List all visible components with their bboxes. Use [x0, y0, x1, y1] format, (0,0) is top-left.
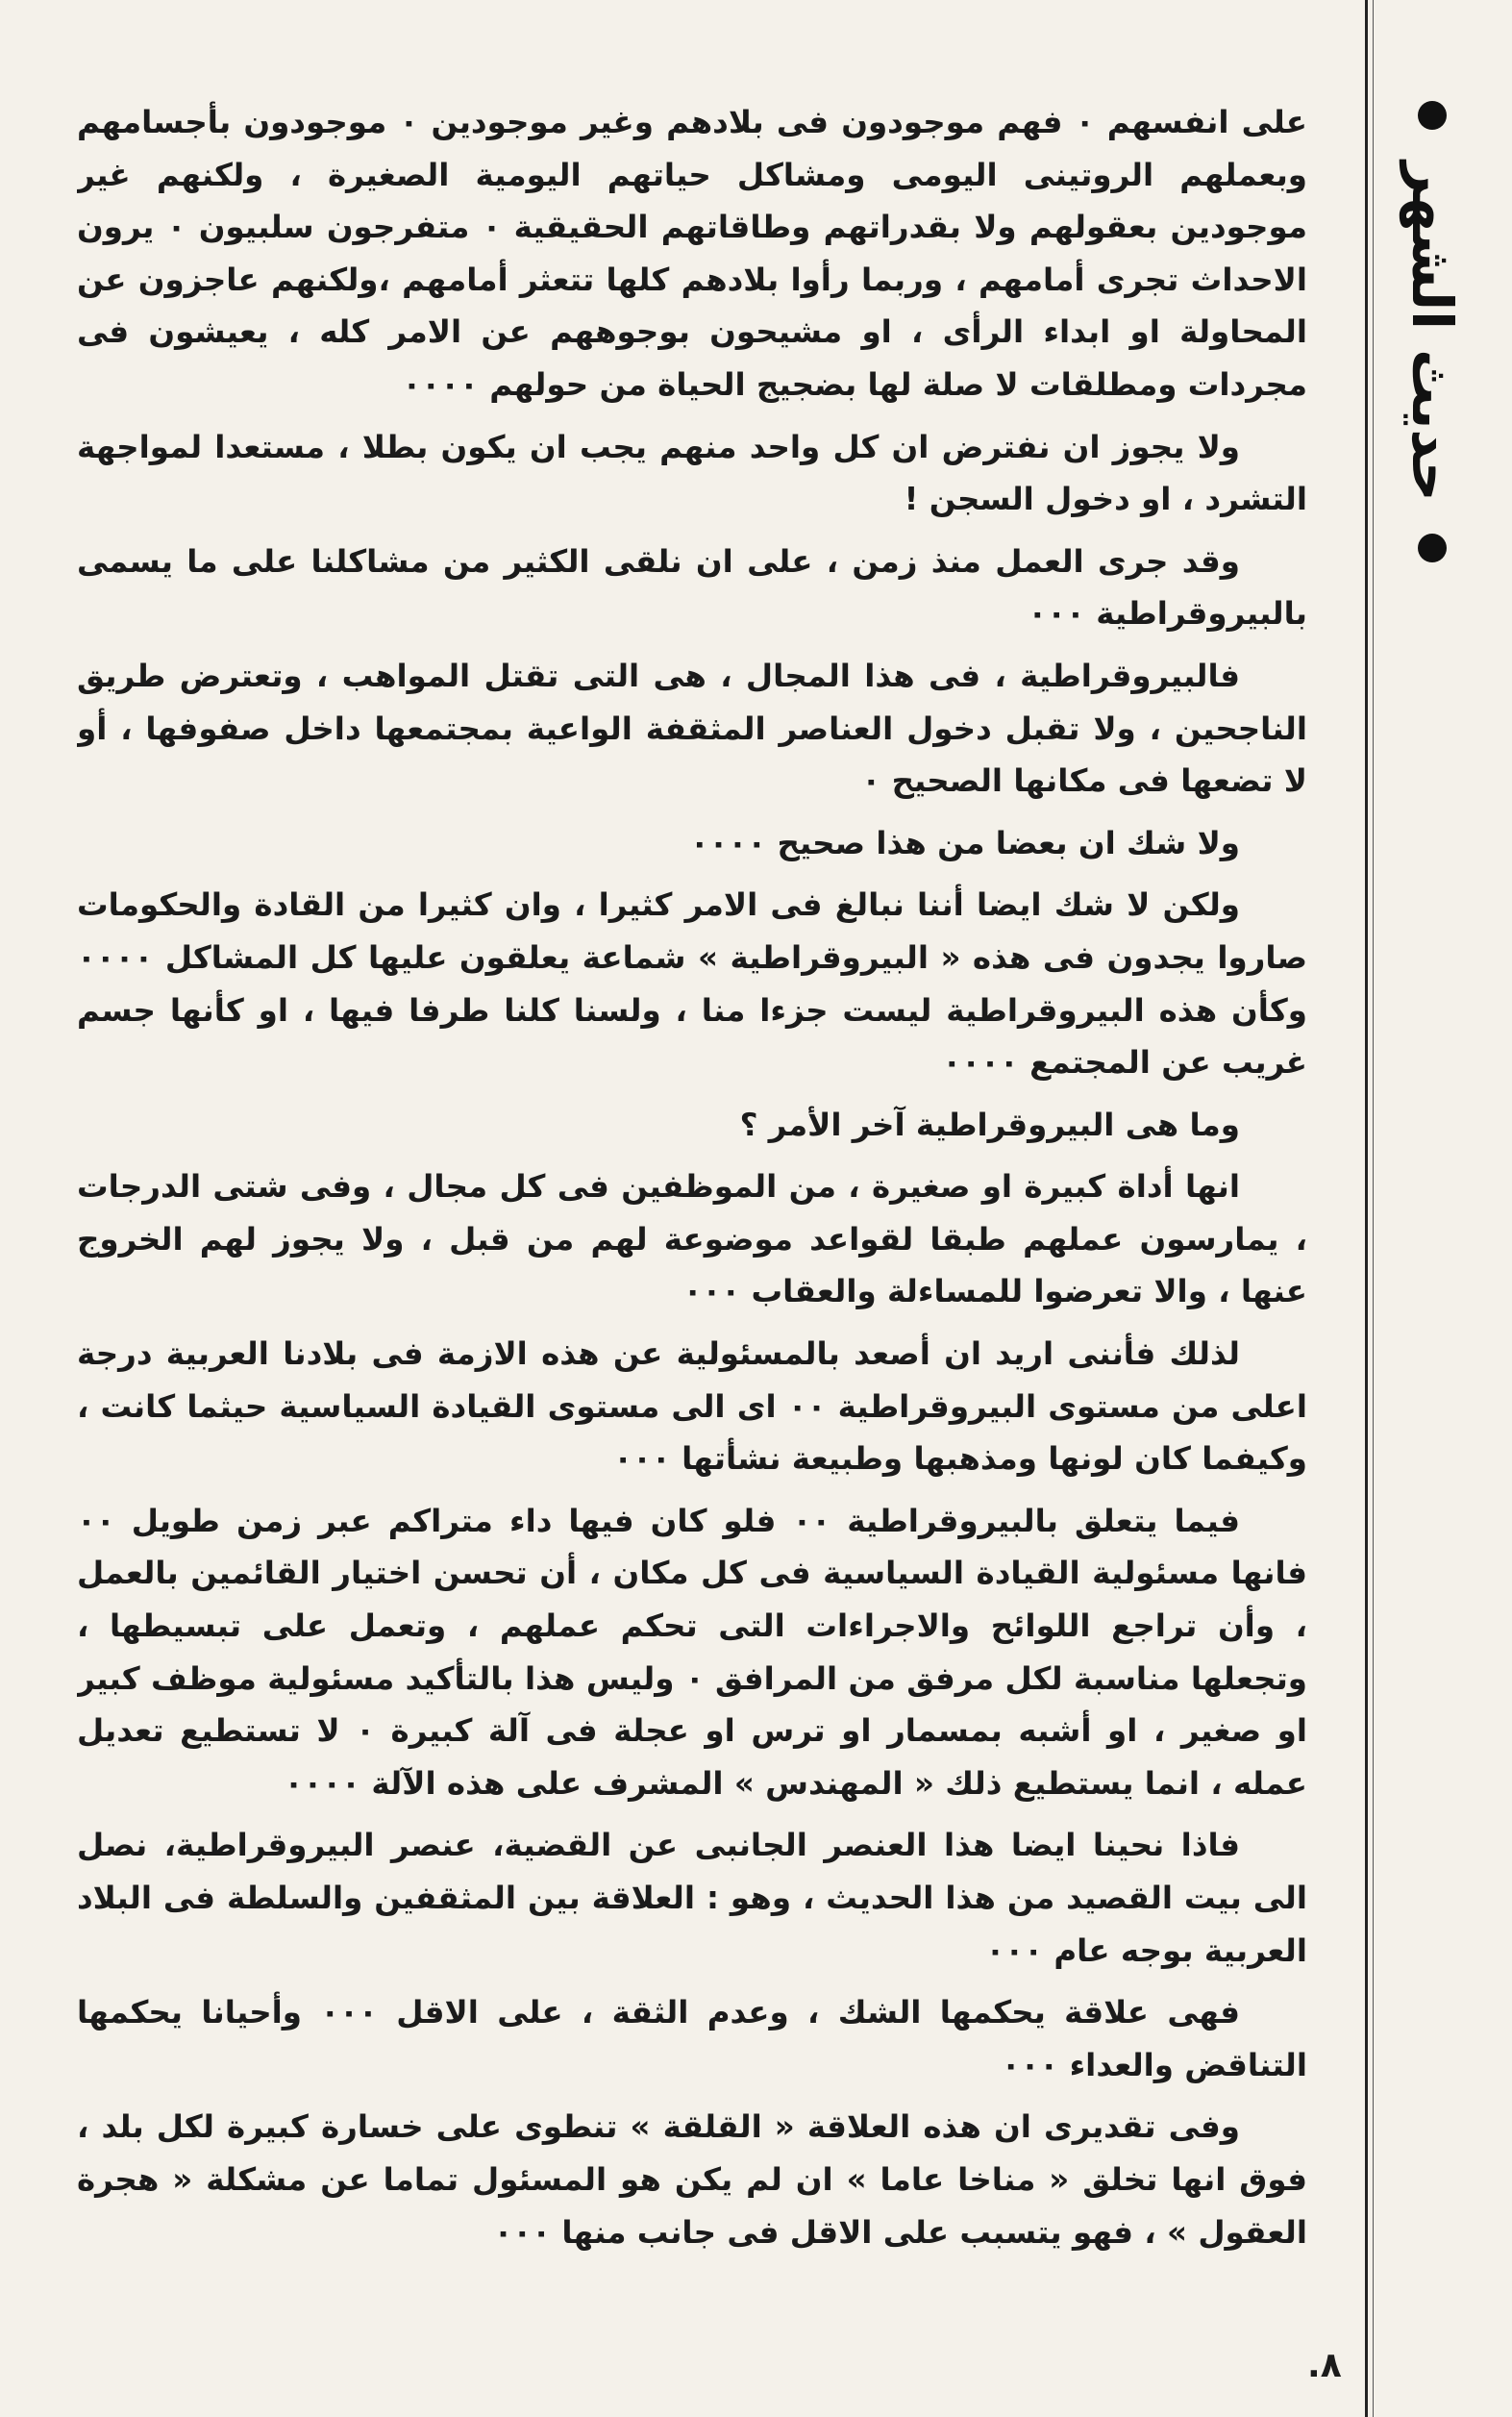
bullet-dot-icon: [1418, 534, 1447, 562]
paragraph: فاذا نحينا ايضا هذا العنصر الجانبى عن القضية، عنصر البيروقراطية، نصل الى بيت القصيد من هذا الحديث ، وهو : العلاقة بين المثقفين والسلطة فى البلاد العربية بوجه عام ٠٠٠: [77, 1827, 1307, 1969]
paragraph: لذلك فأننى اريد ان أصعد بالمسئولية عن هذه الازمة فى بلادنا العربية درجة اعلى من مستوى البيروقراطية ٠٠ اى الى مستوى القيادة السياسية حيثما كانت ، وكيفما كان لونها ومذهبها وطبيعة نشأتها ٠٠٠: [77, 1335, 1307, 1478]
paragraph: وفى تقديرى ان هذه العلاقة « القلقة » تنطوى على خسارة كبيرة لكل بلد ، فوق انها تخلق « مناخا عاما » ان لم يكن هو المسئول تماما عن مشكلة « هجرة العقول » ، فهو يتسبب على الاقل فى جانب منها ٠٠٠: [77, 2108, 1307, 2251]
page-number: ٨.: [1307, 2346, 1342, 2385]
section-header: [1394, 101, 1471, 562]
article-body: [77, 96, 1307, 2307]
paragraph: على انفسهم ٠ فهم موجودون فى بلادهم وغير موجودين ٠ موجودون بأجسامهم وبعملهم الروتينى اليومى ومشاكل حياتهم اليومية الصغيرة ، ولكنهم غير موجودين بعقولهم ولا بقدراتهم وطاقاتهم الحقيقية ٠ متفرجون سلبيون ٠ يرون الاحداث تجرى أمامهم ، وربما رأوا بلادهم كلها تتعثر أمامهم ،ولكنهم عاجزون عن المحاولة او ابداء الرأى ، او مشيحون بوجوههم عن الامر كله ، يعيشون فى مجردات ومطلقات لا صلة لها بضجيج الحياة من حولهم ٠٠٠٠: [77, 104, 1307, 403]
paragraph: فالبيروقراطية ، فى هذا المجال ، هى التى تقتل المواهب ، وتعترض طريق الناجحين ، ولا تقبل دخول العناصر المثقفة الواعية بمجتمعها داخل صفوفها ، أو لا تضعها فى مكانها الصحيح ٠: [77, 657, 1307, 800]
vertical-divider: [1365, 0, 1368, 2417]
paragraph: انها أداة كبيرة او صغيرة ، من الموظفين فى كل مجال ، وفى شتى الدرجات ، يمارسون عملهم طبقا لقواعد موضوعة لهم من قبل ، ولا يجوز لهم الخروج عنها ، والا تعرضوا للمساءلة والعقاب ٠٠٠: [77, 1168, 1307, 1310]
bullet-dot-icon: [1418, 101, 1447, 130]
paragraph: ولا شك ان بعضا من هذا صحيح ٠٠٠٠: [689, 824, 1240, 861]
paragraph: وقد جرى العمل منذ زمن ، على ان نلقى الكثير من مشاكلنا على ما يسمى بالبيروقراطية ٠٠٠: [77, 542, 1307, 633]
paragraph: ولكن لا شك ايضا أننا نبالغ فى الامر كثيرا ، وان كثيرا من القادة والحكومات صاروا يجدون فى هذه « البيروقراطية » شماعة يعلقون عليها كل المشاكل ٠٠٠٠ وكأن هذه البيروقراطية ليست جزءا منا ، ولسنا كلنا طرفا فيها ، او كأنها جسم غريب عن المجتمع ٠٠٠٠: [77, 886, 1307, 1082]
paragraph: فيما يتعلق بالبيروقراطية ٠٠ فلو كان فيها داء متراكم عبر زمن طويل ٠٠ فانها مسئولية القيادة السياسية فى كل مكان ، أن تحسن اختيار القائمين بالعمل ، وأن تراجع اللوائح والاجراءات التى تحكم عملهم ، وتعمل على تبسيطها ، وتجعلها مناسبة لكل مرفق من المرافق ٠ وليس هذا بالتأكيد مسئولية موظف كبير او صغير ، او أشبه بمسمار او ترس او عجلة فى آلة كبيرة ٠ لا تستطيع تعديل عمله ، انما يستطيع ذلك « المهندس » المشرف على هذه الآلة ٠٠٠٠: [77, 1502, 1307, 1802]
paragraph: ولا يجوز ان نفترض ان كل واحد منهم يجب ان يكون بطلا ، مستعدا لمواجهة التشرد ، او دخول السجن !: [77, 428, 1307, 518]
paragraph: وما هى البيروقراطية آخر الأمر ؟: [739, 1106, 1240, 1143]
section-title: حديث الشهر: [1400, 162, 1465, 502]
vertical-divider-thin: [1373, 0, 1374, 2417]
paragraph: فهى علاقة يحكمها الشك ، وعدم الثقة ، على الاقل ٠٠٠ وأحيانا يحكمها التناقض والعداء ٠٠٠: [77, 1994, 1307, 2083]
